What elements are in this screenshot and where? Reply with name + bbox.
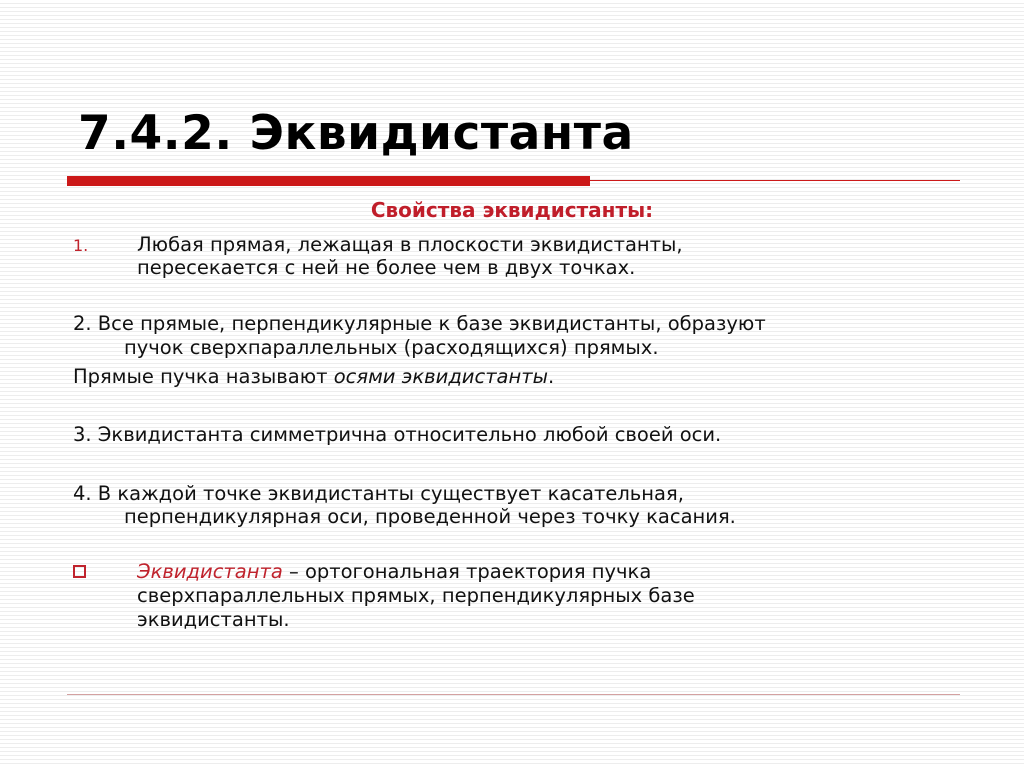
item-2-line-3-prefix: Прямые пучка называют	[73, 365, 334, 388]
item-2-axes-term: осями эквидистанты	[333, 365, 549, 388]
definition-line-1	[137, 559, 651, 585]
definition-line-3: эквидистанты.	[137, 608, 290, 631]
title-underline-bar	[67, 176, 590, 186]
definition-term: Эквидистанта	[137, 560, 283, 583]
item-2-line-3-suffix: .	[548, 365, 555, 388]
item-2-line-1: 2. Все прямые, перпендикулярные к базе эквидистанты, образуют	[73, 312, 766, 335]
definition-line-1-rest: – ортогональная траектория пучка	[282, 560, 652, 583]
item-4-line-2: перпендикулярная оси, проведенной через точку касания.	[124, 505, 736, 528]
item-1-line-2: пересекается с ней не более чем в двух точках.	[137, 256, 636, 279]
item-2-line-3	[73, 364, 554, 390]
item-1-number: 1.	[73, 236, 89, 255]
item-2-line-2: пучок сверхпараллельных (расходящихся) прямых.	[124, 336, 659, 359]
title-underline-thin-line	[590, 180, 960, 181]
item-3-line-1: 3. Эквидистанта симметрична относительно любой своей оси.	[73, 423, 722, 446]
hollow-square-bullet-icon	[73, 565, 86, 578]
item-4-line-1: 4. В каждой точке эквидистанты существует касательная,	[73, 482, 684, 505]
definition-line-2: сверхпараллельных прямых, перпендикулярных базе	[137, 584, 695, 607]
slide-title: 7.4.2. Эквидистанта	[78, 106, 634, 161]
item-1-line-1: Любая прямая, лежащая в плоскости эквидистанты,	[137, 233, 683, 256]
footer-divider	[67, 694, 960, 695]
slide-subtitle: Свойства эквидистанты:	[370, 198, 654, 222]
